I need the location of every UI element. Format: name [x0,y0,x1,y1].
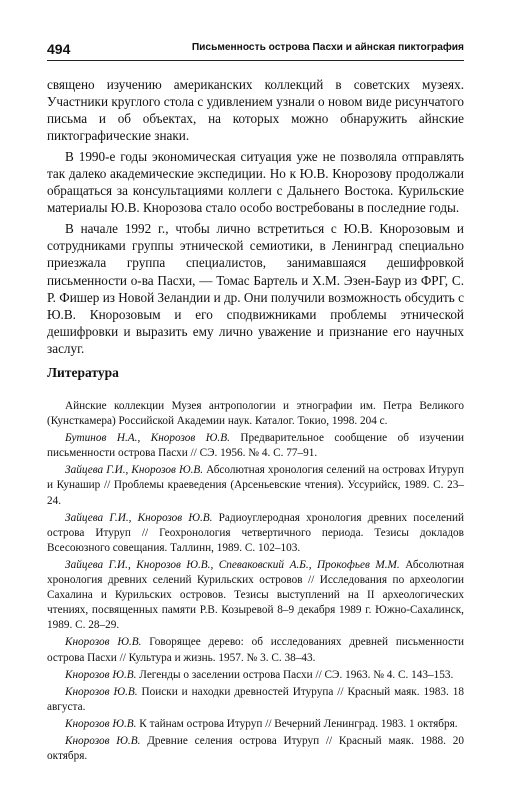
reference-text: К тайнам острова Итуруп // Вечерний Ленинград. 1983. 1 октября. [136,717,458,730]
header-rule [47,60,464,61]
reference-item [47,399,464,429]
reference-text: Легенды о заселении острова Пасхи // СЭ. 1963. № 4. С. 143–153. [136,668,454,681]
reference-item [47,717,464,732]
reference-text: Радиоуглеродная хронология древних поселений острова Итуруп // Геохронология четвертичного периода. Тезисы докладов Всесоюзного совещания. Таллинн, 1989. С. 102–103. [47,511,465,554]
reference-item [47,734,464,764]
reference-authors: Зайцева Г.И., Кнорозов Ю.В., Спеваковский А.Б., Прокофьев М.М. [65,558,400,571]
reference-text: Говорящее дерево: об исследованиях древней письменности острова Пасхи // Культура и жизнь. 1957. № 3. С. 38–43. [47,636,464,664]
page-header [47,28,464,56]
reference-text: Айнские коллекции Музея антропологии и этнографии им. Петра Великого (Кунсткамера) Российской Академии наук. Каталог. Токио, 1998. 204 с. [47,400,464,428]
reference-item [47,668,464,683]
reference-item [47,558,464,633]
reference-authors: Кнорозов Ю.В. [65,685,138,698]
page-number: 494 [47,41,71,57]
reference-authors: Зайцева Г.И., Кнорозов Ю.В. [65,511,213,524]
reference-item [47,431,464,461]
reference-item [47,635,464,665]
paragraph: В 1990-е годы экономическая ситуация уже не позволяла отправлять так далеко академические экспедиции. Но к Ю.В. Кнорозову продолжали обращаться за консультациями коллеги с Дальнего Востока. Курильские материалы Ю.В. Кнорозова стало особо востребованы в последние годы. [47,149,464,216]
reference-authors: Кнорозов Ю.В. [65,636,142,649]
reference-item [47,463,464,508]
body-text [47,76,464,361]
reference-text: Абсолютная хронология древних селений Курильских островов // Исследования по археологии Сахалина и Курильских островов. Тезисы выступлений на II археологических чтениях, посвященных памяти Р.В. Козыревой 8–9 декабря 1989 г. Южно-Сахалинск, 1989. С. 28–29. [47,558,464,632]
reference-authors: Кнорозов Ю.В. [65,717,137,730]
reference-text: Поиски и находки древностей Итурупа // Красный маяк. 1983. 18 августа. [47,685,464,713]
reference-item [47,511,464,556]
references-heading: Литература [47,365,119,380]
reference-text: Древние селения острова Итуруп // Красный маяк. 1988. 20 октября. [47,734,464,763]
running-title: Письменность острова Пасхи и айнская пиктография [191,42,464,53]
paragraph: священо изучению американских коллекций в советских музеях. Участники круглого стола с удивлением узнали о новом виде рисунчатого письма и об объектах, на которых можно обнаружить айнские пиктографические знаки. [47,77,464,144]
reference-text: Предварительное сообщение об изучении письменности острова Пасхи // СЭ. 1956. № 4. С. 77–91. [47,432,464,460]
paragraph: В начале 1992 г., чтобы лично встретиться с Ю.В. Кнорозовым и сотрудниками группы этнической семиотики, в Ленинград специально приезжала группа специалистов, занимавшаяся дешифровкой письменности о-ва Пасхи, — Томас Бартель и Х.М. Эзен-Баур из ФРГ, С. Р. Фишер из Новой Зеландии и др. Они получили возможность обсудить с Ю.В. Кнорозовым и его сподвижниками проблемы этнической дешифровки и выразить ему лично уважение и признание его научных заслуг. [47,221,464,356]
reference-authors: Кнорозов Ю.В. [65,668,137,681]
reference-authors: Кнорозов Ю.В. [65,734,141,747]
reference-authors: Бутинов Н.А., Кнорозов Ю.В. [65,432,230,445]
references-list [47,399,464,766]
reference-text: Абсолютная хронология селений на островах Итуруп и Кунашир // Проблемы краеведения (Арсеньевские чтения). Уссурийск, 1989. С. 23–24. [47,464,464,507]
reference-authors: Зайцева Г.И., Кнорозов Ю.В. [65,464,204,477]
reference-item [47,685,464,715]
